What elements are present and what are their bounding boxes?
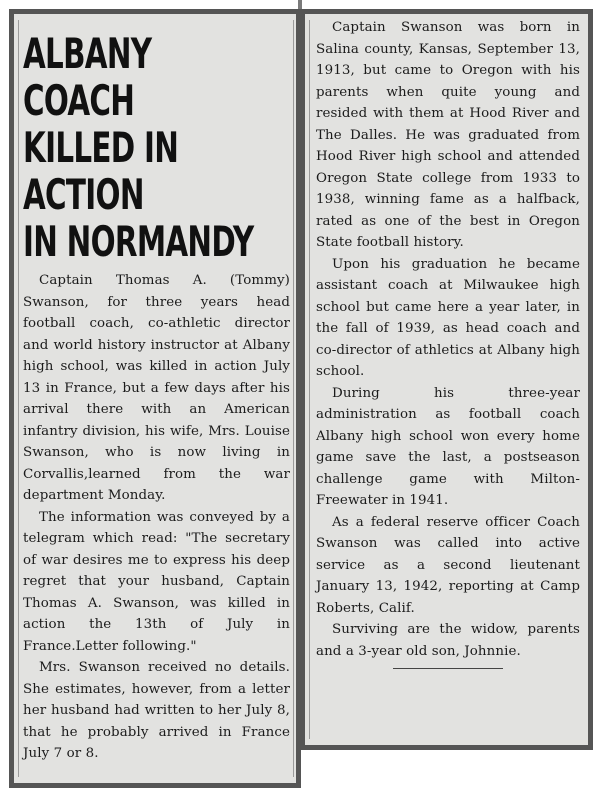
article-column-left [9,9,301,788]
article-column-right [300,9,593,750]
article-paragraph: Mrs. Swanson received no details. She estimates, however, from a letter her husband had written to her July 8, that he probably arrived in France July 7 or 8. [23,660,290,761]
article-paragraph: The information was conveyed by a telegram which read: "The secretary of war desires me to express his deep regret that your husband, Captain Thomas A. Swanson, was killed in action the 13th of July in France.Letter following." [23,509,290,654]
article-headline [23,30,254,265]
article-paragraph: Captain Swanson was born in Salina county, Kansas, September 13, 1913, but came to Oregon with his parents when quite young and resided with them at Hood River and The Dalles. He was graduated from Hood River high school and attended Oregon State college from 1933 to 1938, winning fame as a halfback, rated as one of the best in Oregon State football history. [316,20,580,250]
headline-line-1: ALBANY COACH [23,29,152,125]
article-paragraph: Surviving are the widow, parents and a 3-year old son, Johnnie. [316,622,580,659]
end-rule [393,668,503,669]
headline-line-2: KILLED IN ACTION [23,123,179,219]
article-paragraph: During his three-year administration as football coach Albany high school won every home game save the last, a postseason challenge game with Milton-Freewater in 1941. [316,385,580,508]
headline-line-3: IN NORMANDY [23,217,254,266]
article-paragraph: Upon his graduation he became assistant coach at Milwaukee high school but came here a year later, in the fall of 1939, as head coach and co-director of athletics at Albany high school. [316,256,580,379]
article-paragraph: As a federal reserve officer Coach Swanson was called into active service as a second lieutenant January 13, 1942, reporting at Camp Roberts, Calif. [316,514,580,616]
article-paragraph: Captain Thomas A. (Tommy) Swanson, for three years head football coach, co-athletic director and world history instructor at Albany high school, was killed in action July 13 in France, but a few days after his arrival there with an American infantry division, his wife, Mrs. Louise Swanson, who is now living in Corvallis,learned from the war department Monday. [23,273,290,503]
